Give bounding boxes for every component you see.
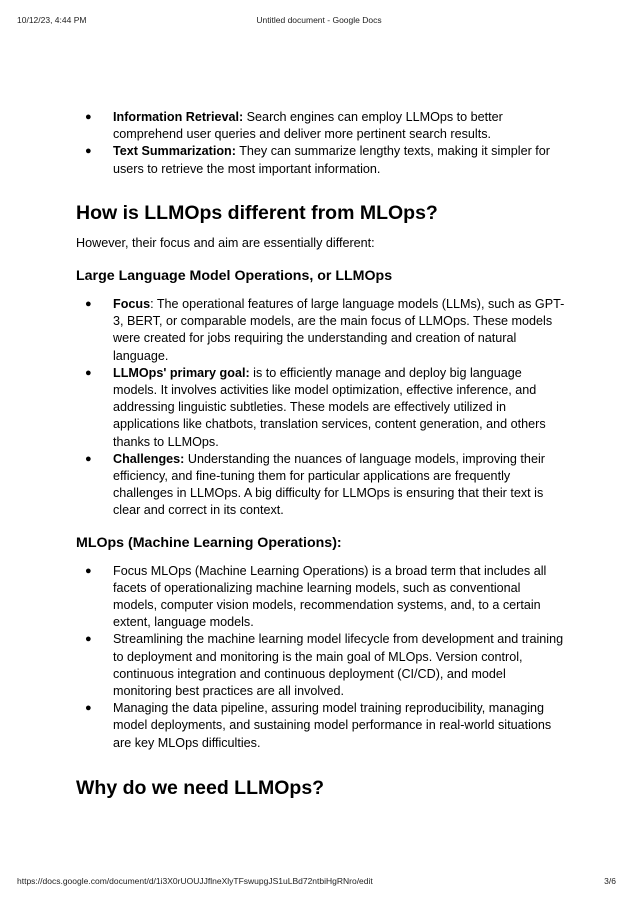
bullet-icon: ● bbox=[85, 145, 92, 158]
bullet-term: Challenges: bbox=[113, 451, 185, 466]
print-datetime: 10/12/23, 4:44 PM bbox=[17, 15, 87, 25]
list-item bbox=[76, 296, 566, 365]
bullet-icon: ● bbox=[85, 452, 92, 465]
document-content bbox=[76, 109, 566, 800]
bullet-text: Focus MLOps (Machine Learning Operations) is a broad term that includes all facets of operationalizing machine learning models, such as conventional models, computer vision models, recommendation systems, and, to a certain extent, language models. bbox=[113, 563, 547, 630]
bullet-text: : The operational features of large language models (LLMs), such as GPT-3, BERT, or comparable models, are the main focus of LLMOps. These models were created for jobs requiring the understanding and creation of natural language. bbox=[113, 297, 565, 363]
bullet-text: Managing the data pipeline, assuring model training reproducibility, managing model deployments, and sustaining model performance in real-world situations are key MLOps difficulties. bbox=[113, 701, 552, 750]
bullet-text: They can summarize lengthy texts, making it simpler for users to retrieve the most important information. bbox=[113, 144, 550, 176]
bullet-text: is to efficiently manage and deploy big language models. It involves activities like model optimization, effective inference, and addressing linguistic subtleties. These models are effectively utilized in applications like chatbots, translation services, content generation, and others thanks to LLMOps. bbox=[113, 365, 546, 449]
bullet-icon: ● bbox=[85, 366, 92, 379]
section-heading-llmops-vs-mlops: How is LLMOps different from MLOps? bbox=[76, 201, 438, 224]
bullet-term: LLMOps' primary goal: bbox=[113, 365, 250, 380]
subsection-heading-mlops: MLOps (Machine Learning Operations): bbox=[76, 534, 342, 551]
bullet-icon: ● bbox=[85, 298, 92, 311]
bullet-text: Search engines can employ LLMOps to better comprehend user queries and deliver more pertinent search results. bbox=[113, 110, 503, 142]
bullet-term: Text Summarization: bbox=[113, 144, 236, 159]
list-item bbox=[76, 700, 566, 752]
list-item bbox=[76, 365, 566, 451]
list-item bbox=[76, 143, 566, 177]
bullet-icon: ● bbox=[85, 111, 92, 123]
list-item bbox=[76, 631, 566, 700]
intro-bullet-list bbox=[76, 109, 566, 178]
section-paragraph: However, their focus and aim are essentially different: bbox=[76, 235, 375, 250]
print-page-number: 3/6 bbox=[604, 876, 616, 886]
bullet-term: Focus bbox=[113, 297, 151, 312]
mlops-bullet-list bbox=[76, 563, 566, 752]
list-item bbox=[76, 451, 566, 520]
bullet-icon: ● bbox=[85, 702, 92, 715]
print-footer bbox=[0, 876, 638, 888]
bullet-icon: ● bbox=[85, 633, 92, 646]
bullet-icon: ● bbox=[85, 564, 92, 577]
print-url: https://docs.google.com/document/d/1i3X0rUOUJJflneXlyTFswupgJS1uLBd72ntbiHgRNro/edit bbox=[17, 876, 373, 886]
llmops-bullet-list bbox=[76, 296, 566, 520]
subsection-heading-llmops: Large Language Model Operations, or LLMOps bbox=[76, 268, 393, 285]
section-heading-why-llmops: Why do we need LLMOps? bbox=[76, 776, 325, 799]
print-header bbox=[0, 15, 638, 27]
bullet-text: Streamlining the machine learning model lifecycle from development and training to deployment and monitoring is the main goal of MLOps. Version control, continuous integration and continuous deployment (CI/CD), and model monitoring best practices are all involved. bbox=[113, 632, 564, 699]
list-item bbox=[76, 563, 566, 632]
bullet-text: Understanding the nuances of language models, improving their efficiency, and fine-tuning them for particular applications are frequently challenges in LLMOps. A big difficulty for LLMOps is ensuring that their text is clear and correct in its context. bbox=[113, 451, 545, 518]
list-item bbox=[76, 109, 566, 143]
bullet-term: Information Retrieval: bbox=[113, 110, 244, 124]
print-doc-title: Untitled document - Google Docs bbox=[256, 15, 382, 25]
